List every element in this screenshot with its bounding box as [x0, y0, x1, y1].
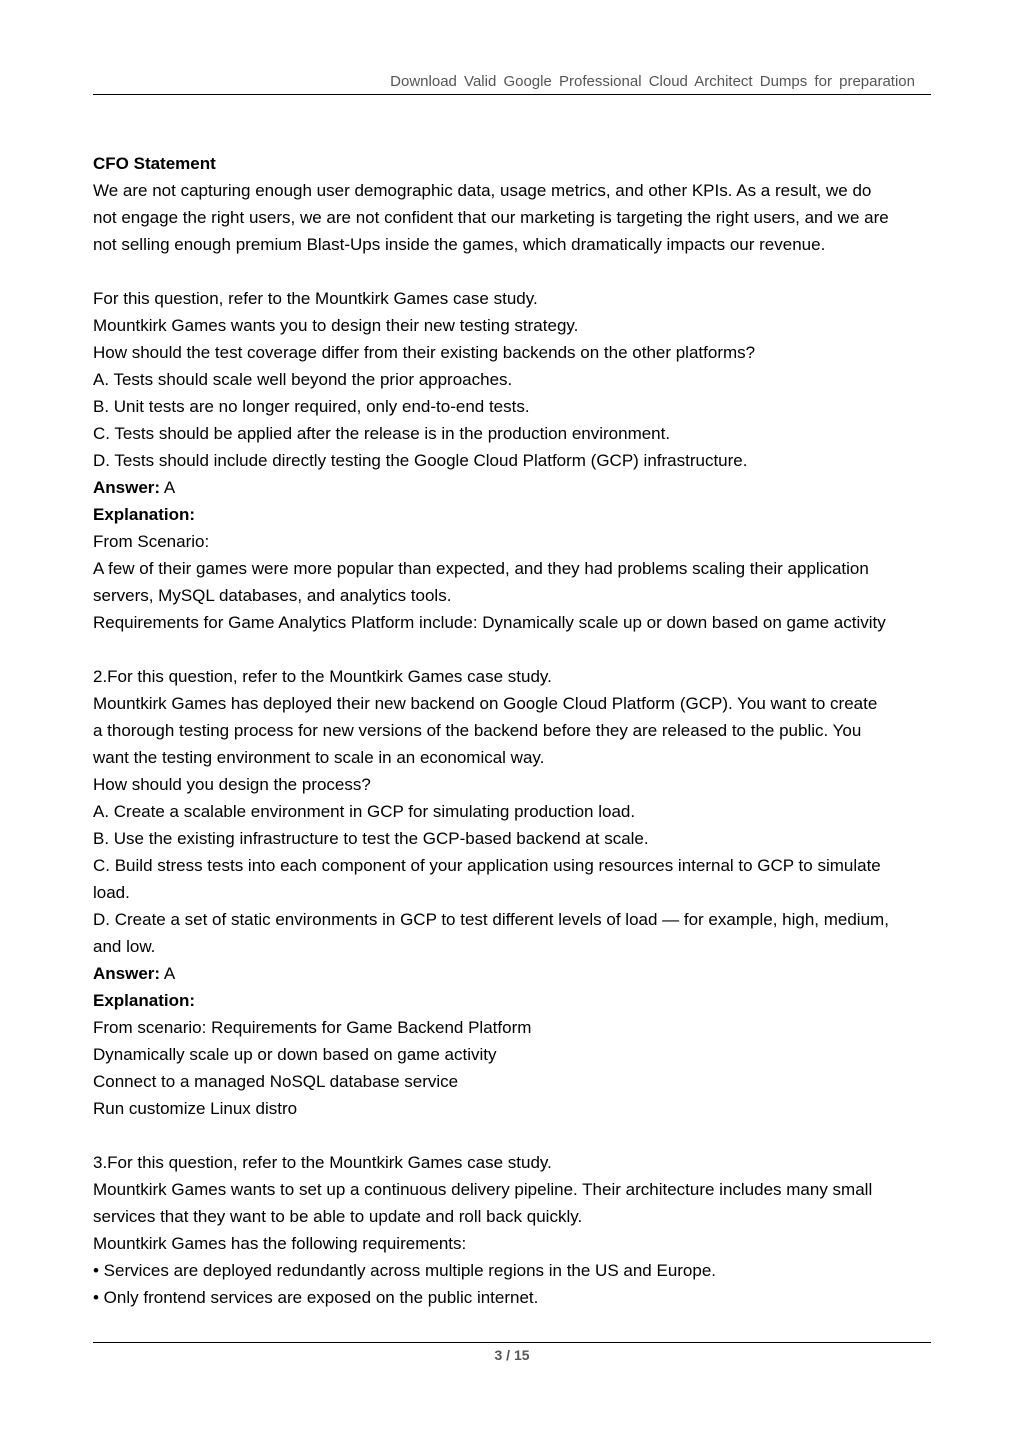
explanation-label: Explanation:	[93, 991, 196, 1010]
option-d-continued: and low.	[93, 937, 156, 956]
explanation-label: Explanation:	[93, 505, 196, 524]
explanation-line: A few of their games were more popular than expected, and they had problems scaling their application	[93, 559, 869, 578]
question-stem: Mountkirk Games has deployed their new backend on Google Cloud Platform (GCP). You want to create	[93, 694, 878, 713]
option-c: C. Tests should be applied after the release is in the production environment.	[93, 424, 671, 443]
requirement-bullet: • Services are deployed redundantly across multiple regions in the US and Europe.	[93, 1261, 717, 1280]
option-c: C. Build stress tests into each component of your application using resources internal to GCP to simulate	[93, 856, 881, 875]
answer-line	[93, 474, 935, 501]
spacer	[93, 258, 935, 285]
cfo-heading: CFO Statement	[93, 154, 216, 173]
cfo-statement-section	[93, 150, 935, 258]
answer-label: Answer:	[93, 478, 161, 497]
explanation-line: servers, MySQL databases, and analytics tools.	[93, 586, 452, 605]
cfo-text-line: We are not capturing enough user demographic data, usage metrics, and other KPIs. As a result, we do	[93, 181, 872, 200]
header-text: Download Valid Google Professional Cloud Architect Dumps for preparation	[390, 73, 915, 90]
cfo-text-line: not selling enough premium Blast-Ups inside the games, which dramatically impacts our revenue.	[93, 235, 826, 254]
option-d: D. Create a set of static environments in GCP to test different levels of load — for example, high, medium,	[93, 910, 889, 929]
answer-label: Answer:	[93, 964, 161, 983]
page-number: 3 / 15	[494, 1347, 530, 1363]
spacer	[93, 636, 935, 663]
option-d: D. Tests should include directly testing the Google Cloud Platform (GCP) infrastructure.	[93, 451, 748, 470]
answer-value: A	[160, 964, 176, 983]
page-content	[93, 150, 935, 1311]
explanation-line: Dynamically scale up or down based on game activity	[93, 1045, 497, 1064]
question-intro: 2.For this question, refer to the Mountkirk Games case study.	[93, 667, 552, 686]
option-b: B. Unit tests are no longer required, only end-to-end tests.	[93, 397, 530, 416]
question-stem: want the testing environment to scale in an economical way.	[93, 748, 545, 767]
question-2	[93, 663, 935, 1122]
question-stem: Mountkirk Games has the following requirements:	[93, 1234, 467, 1253]
question-intro: For this question, refer to the Mountkirk Games case study.	[93, 289, 538, 308]
cfo-text-line: not engage the right users, we are not confident that our marketing is targeting the right users, and we are	[93, 208, 889, 227]
question-stem: Mountkirk Games wants to set up a continuous delivery pipeline. Their architecture includes many small	[93, 1180, 873, 1199]
explanation-line: Connect to a managed NoSQL database service	[93, 1072, 459, 1091]
question-stem: a thorough testing process for new versions of the backend before they are released to the public. You	[93, 721, 862, 740]
page-header	[93, 70, 931, 95]
question-stem: How should the test coverage differ from their existing backends on the other platforms?	[93, 343, 756, 362]
requirement-bullet: • Only frontend services are exposed on the public internet.	[93, 1288, 539, 1307]
spacer	[93, 1122, 935, 1149]
option-b: B. Use the existing infrastructure to test the GCP-based backend at scale.	[93, 829, 649, 848]
question-3	[93, 1149, 935, 1311]
question-stem: How should you design the process?	[93, 775, 371, 794]
answer-value: A	[160, 478, 176, 497]
explanation-line: From Scenario:	[93, 532, 210, 551]
answer-line	[93, 960, 935, 987]
question-intro: 3.For this question, refer to the Mountkirk Games case study.	[93, 1153, 552, 1172]
option-a: A. Tests should scale well beyond the prior approaches.	[93, 370, 513, 389]
explanation-line: From scenario: Requirements for Game Backend Platform	[93, 1018, 532, 1037]
option-c-continued: load.	[93, 883, 130, 902]
question-1	[93, 285, 935, 636]
explanation-line: Requirements for Game Analytics Platform include: Dynamically scale up or down based on game activity	[93, 613, 886, 632]
question-stem: services that they want to be able to update and roll back quickly.	[93, 1207, 583, 1226]
question-stem: Mountkirk Games wants you to design their new testing strategy.	[93, 316, 579, 335]
page-footer	[93, 1342, 931, 1363]
option-a: A. Create a scalable environment in GCP for simulating production load.	[93, 802, 636, 821]
explanation-line: Run customize Linux distro	[93, 1099, 298, 1118]
